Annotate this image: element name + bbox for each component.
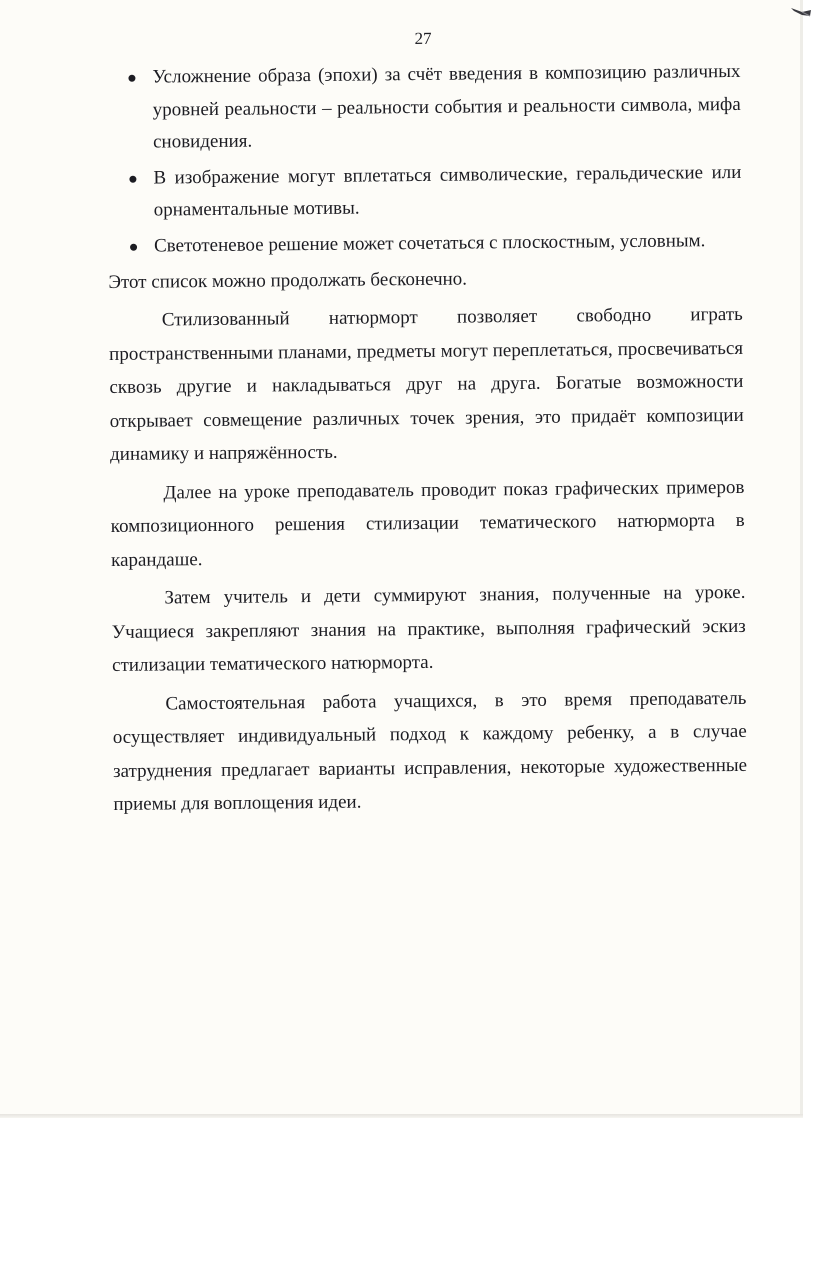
list-item [106,56,741,160]
list-item-text: Усложнение образа (эпохи) за счёт введения в композицию различных уровней реальности – реальности события и реальности символа, мифа сновидения. [152,60,741,153]
scanner-clip-icon [790,4,812,22]
paragraph: Далее на уроке преподаватель проводит показ графических примеров композиционного решения стилизации тематического натюрморта в карандаше. [110,476,745,571]
page-right-edge [800,0,803,1116]
document-body [106,26,748,822]
page-number: 27 [414,28,432,49]
list-item-text: Светотеневое решение может сочетаться с плоскостным, условным. [153,230,706,257]
bullet-icon [128,75,135,82]
paragraph: Стилизованный натюрморт позволяет свободно играть пространственными планами, предметы могут переплетаться, просвечиваться сквозь другие и накладываться друг на друга. Богатые возможности открывает совмещение различных точек зрения, это придаёт композиции динамику и напряжённость. [108,304,744,466]
paragraph: Затем учитель и дети суммируют знания, полученные на уроке. Учащиеся закрепляют знания на практике, выполняя графический эскиз стилизации тематического натюрморта. [111,582,746,677]
bullet-list [106,56,742,264]
bullet-icon [130,244,137,251]
list-item [108,225,742,264]
paragraph: Самостоятельная работа учащихся, в это время преподаватель осуществляет индивидуальный подход к каждому ребенку, а в случае затруднения предлагает варианты исправления, некоторые художественные приемы для воплощения идеи. [112,687,748,816]
list-note: Этот список можно продолжать бесконечно. [108,268,468,293]
list-item-text: В изображение могут вплетаться символические, геральдические или орнаментальные мотивы. [153,161,742,221]
bullet-icon [129,175,136,182]
list-item [107,157,742,228]
page-bottom-edge [0,1114,803,1118]
